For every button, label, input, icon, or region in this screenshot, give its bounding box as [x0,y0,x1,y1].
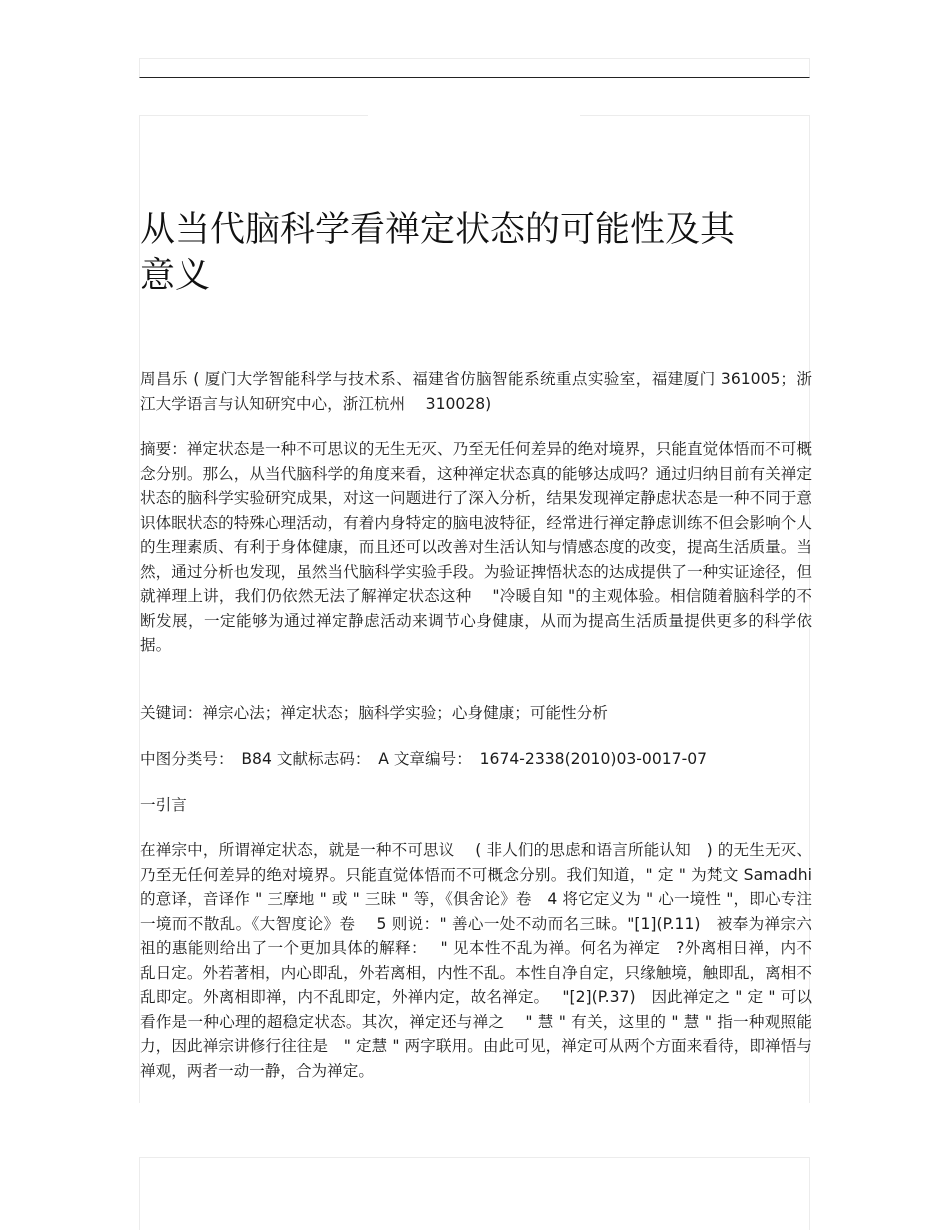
author-affiliation: 周昌乐 ( 厦门大学智能科学与技术系、福建省仿脑智能系统重点实验室，福建厦门 361005；浙江大学语言与认知研究中心，浙江杭州 310028) [140,370,812,413]
paper-title: 从当代脑科学看禅定状态的可能性及其意义 [140,210,736,296]
section-heading: 一引言 [140,796,187,814]
classification-info: 中图分类号： B84 文献标志码： A 文章编号： 1674-2338(2010)03-0017-07 [140,750,708,768]
intro-paragraph: 在禅宗中，所谓禅定状态，就是一种不可思议 ( 非人们的思虑和语言所能认知 ) 的无生无灭、乃至无任何差异的绝对境界。只能直觉体悟而不可概念分别。我们知道，" 定 " 为梵文 Samadhi 的意译，音译作 " 三摩地 " 或 " 三昧 " 等，《俱舍论》卷 4 将它定义为 " 心一境性 "，即心专注一境而不散乱。《大智度论》卷 5 则说：" 善心一处不动而名三昧。"[1](P.11) 被奉为禅宗六祖的惠能则给出了一个更加具体的解释： " 见本性不乱为禅。何名为禅定 ?外离相日禅，内不乱日定。外若著相，内心即乱，外若离相，内性不乱。本性自净自定，只缘触境，触即乱，离相不乱即定。外离相即禅，内不乱即定，外禅内定，故名禅定。 "[2](P.37) 因此禅定之 " 定 " 可以看作是一种心理的超稳定状态。其次，禅定还与禅之 " 慧 " 有关，这里的 " 慧 " 指一种观照能力，因此禅宗讲修行往往是 " 定慧 " 两字联用。由此可见，禅定可从两个方面来看待，即禅悟与禅观，两者一动一静，合为禅定。 [140,841,812,1080]
page-header-frame [139,58,810,78]
frame-gap [368,114,580,117]
abstract: 摘要：禅定状态是一种不可思议的无生无灭、乃至无任何差异的绝对境界，只能直觉体悟而不可概念分别。那么，从当代脑科学的角度来看，这种禅定状态真的能够达成吗？通过归纳目前有关禅定状态的脑科学实验研究成果，对这一问题进行了深入分析，结果发现禅定静虑状态是一种不同于意识体眠状态的特殊心理活动，有着内身特定的脑电波特征，经常进行禅定静虑训练不但会影响个人的生理素质、有利于身体健康，而且还可以改善对生活认知与情感态度的改变，提高生活质量。当然，通过分析也发现，虽然当代脑科学实验手段。为验证捭悟状态的达成提供了一种实证途径，但就禅理上讲，我们仍依然无法了解禅定状态这种 "冷暖自知 "的主观体验。相信随着脑科学的不断发展，一定能够为通过禅定静虑活动来调节心身健康，从而为提高生活质量提供更多的科学依据。 [140,440,812,654]
page-footer-frame [139,1157,810,1230]
keywords: 关键词：禅宗心法；禅定状态；脑科学实验；心身健康；可能性分析 [140,704,608,722]
